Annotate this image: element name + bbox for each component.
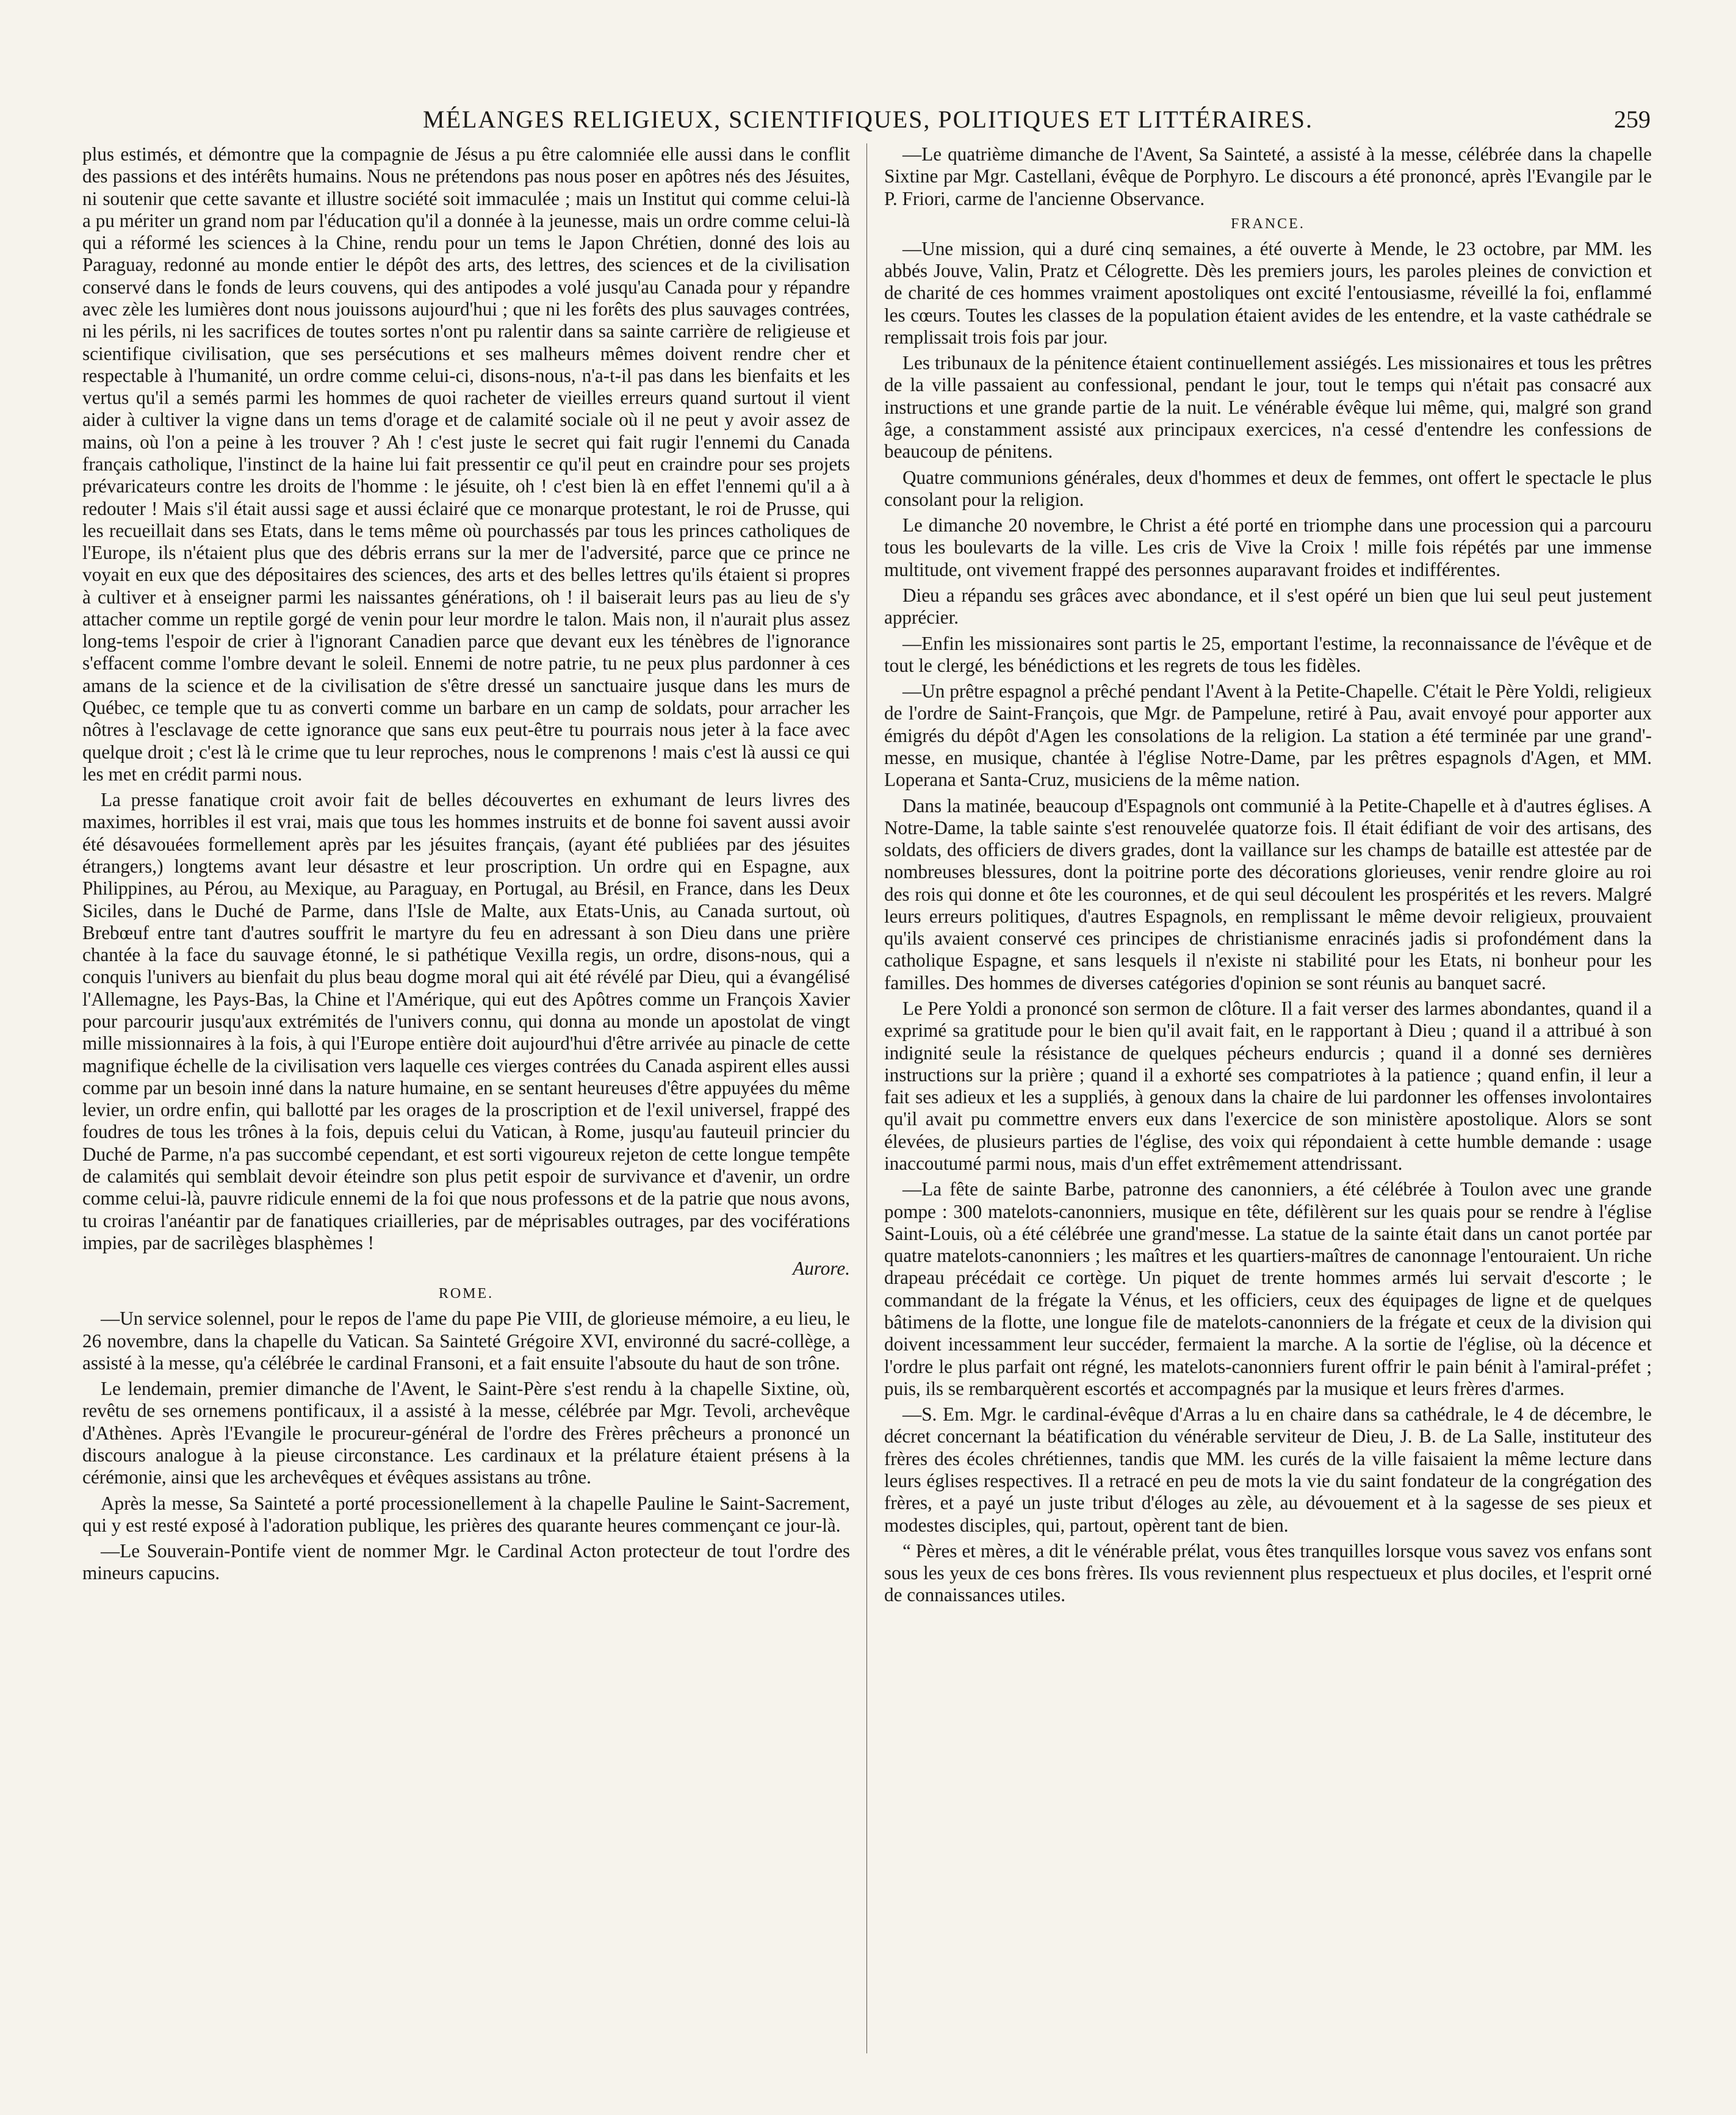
paragraph: Le dimanche 20 novembre, le Christ a été porté en triomphe dans une procession qui a parcouru tous les boulevarts de la ville. Les cris de Vive la Croix ! mille fois répétés par une immense multitude, ont vivement frappé des personnes auparavant froides et indifférentes. [884,514,1652,580]
paragraph: Les tribunaux de la pénitence étaient continuellement assiégés. Les missionaires et tous les prêtres de la ville passaient au confessional, pendant le jour, tout le temps qui n'était pas consacré aux instructions et une grande partie de la nuit. Le vénérable évêque lui même, qui, malgré son grand âge, a constamment assisté aux principaux exercices, n'a cessé d'entendre les confessions de beaucoup de pénitens. [884,352,1652,463]
paragraph: —Le quatrième dimanche de l'Avent, Sa Sainteté, a assisté à la messe, célébrée dans la chapelle Sixtine par Mgr. Castellani, évêque de Porphyro. Le discours a été prononcé, après l'Evangile par le P. Friori, carme de l'ancienne Observance. [884,143,1652,209]
signature: Aurore. [793,1258,850,1280]
paragraph: plus estimés, et démontre que la compagnie de Jésus a pu être calomniée elle aussi dans le conflit des passions et des intérêts humains. Nous ne prétendons pas nous poser en apôtres nés des Jésuites, ni soutenir que cette savante et illustre société soit immaculée ; mais un Institut qui comme celui-là a pu mériter un grand nom par l'éducation qu'il a donnée à la jeunesse, mais un ordre comme celui-là qui a réformé les sciences à la Chine, rendu pour un tems le Japon Chrétien, donné des lois au Paraguay, redonné au monde entier le dépôt des arts, des lettres, des sciences et de la civilisation conservé dans le fonds de leurs couvens, qui des antipodes a volé jusqu'au Canada pour y répandre avec zèle les lumières dont nous jouissons aujourd'hui ; que ni les forêts des plus sauvages contrées, ni les périls, ni les sacrifices de toutes sortes n'ont pu ralentir dans sa sainte carrière de religieuse et scientifique civilisation, que ses persécutions et ses malheurs mêmes doivent rendre cher et respectable à l'humanité, un ordre comme celui-ci, disons-nous, n'a-t-il pas dans les bienfaits et les vertus qu'il a semés parmi les hommes de quoi racheter de vieilles erreurs quand surtout il vient aider à cultiver la vigne dans un tems d'orage et de calamité sociale où il ne peut y avoir assez de mains, où l'on a peine à les trouver ? Ah ! c'est juste le secret qui fait rugir l'ennemi du Canada français catholique, l'instinct de la haine lui fait pressentir ce qu'il peut en craindre pour ses projets prévaricateurs contre les droits de l'homme : le jésuite, oh ! c'est bien là en effet l'ennemi qu'il a à redouter ! Mais s'il était aussi sage et aussi éclairé que ce monarque protestant, le roi de Prusse, qui les recueillait dans ses Etats, dans le tems même où pourchassés par tous les princes catholiques de l'Europe, ils n'étaient plus que des débris errans sur la mer de l'adversité, parce que ce prince ne voyait en eux que des dépositaires des sciences, des arts et des belles lettres qu'ils étaient si propres à cultiver et à enseigner parmi les naissantes générations, oh ! il baiserait leurs pas au lieu de s'y attacher comme un reptile gorgé de venin pour leur mordre le talon. Mais non, il n'aurait plus assez long-tems l'espoir de crier à l'ignorant Canadien parce que devant eux les ténèbres de l'ignorance s'effacent comme l'ombre devant le soleil. Ennemi de notre patrie, tu ne peux plus pardonner à ces amans de la science et de la civilisation de s'être dressé un sanctuaire jusque dans les murs de Québec, ce temple que tu as converti comme un barbare en un camp de soldats, pour arracher les nôtres à l'esclavage de cette ignorance que sans eux peut-être tu pourrais nous jeter à la face avec quelque droit ; c'est là le crime que tu leur reproches, nous le comprenons ! mais c'est là aussi ce qui les met en crédit parmi nous. [82,143,850,785]
left-column [82,143,850,2053]
paragraph: La presse fanatique croit avoir fait de belles découvertes en exhumant de leurs livres des maximes, horribles il est vrai, mais que tous les hommes instruits et de bonne foi savent aussi avoir été désavouées formellement après par les jésuites français, (ayant été publiées par des jésuites étrangers,) longtems avant leur désastre et leur proscription. Un ordre qui en Espagne, aux Philippines, au Pérou, au Mexique, au Paraguay, en Portugal, au Brésil, en France, dans les Deux Siciles, dans le Duché de Parme, dans l'Isle de Malte, aux Etats-Unis, au Canada surtout, où Brebœuf entre tant d'autres souffrit le martyre du feu en adressant à son Dieu dans une prière chantée à la face du sauvage étonné, le si pathétique Vexilla regis, un ordre, disons-nous, qui a conquis l'univers au bienfait du plus beau dogme moral qui ait été révélé par Dieu, qui a évangélisé l'Allemagne, les Pays-Bas, la Chine et l'Amérique, qui eut des Apôtres comme un François Xavier pour parcourir jusqu'aux extrémités de l'univers connu, qui donna au monde un apostolat de vingt mille missionnaires à la fois, à qui l'Europe entière doit aujourd'hui d'être arrivée au pinacle de cette magnifique échelle de la civilisation vers laquelle ces vierges contrées du Canada aspirent elles aussi comme par un besoin inné dans la nature humaine, en se sentant heureuses d'être appuyées du même levier, un ordre enfin, qui ballotté par les orages de la proscription et de l'exil universel, frappé des foudres de tous les trônes à la fois, depuis celui du Vatican, à Rome, jusqu'au fauteuil princier du Duché de Parme, n'a pas succombé cependant, et est sorti vigoureux rejeton de cette longue tempête de calamités qui semblait devoir éteindre son plus petit espoir de survivance et d'avenir, un ordre comme celui-là, pauvre ridicule ennemi de la foi que nous professons et de la patrie que nous avons, tu croiras l'anéantir par de fanatiques criailleries, par de méprisables outrages, par des vociférations impies, par de sacrilèges blasphèmes ! [82,789,850,1253]
paragraph: Dans la matinée, beaucoup d'Espagnols ont communié à la Petite-Chapelle et à d'autres églises. A Notre-Dame, la table sainte s'est renouvelée quatorze fois. Il était édifiant de voir des artisans, des soldats, des officiers de divers grades, dont la vaillance sur les champs de bataille est attestée par de nombreuses blessures, dont la poitrine porte des décorations glorieuses, venir rendre gloire au roi des rois qui donne et ôte les couronnes, et de qui seul découlent les prospérités et les revers. Malgré leurs erreurs politiques, d'autres Espagnols, en remplissant le même devoir religieux, prouvaient qu'ils avaient conservé ces principes de christianisme enracinés jadis si profondément dans la catholique Espagne, et sans lesquels il n'existe ni stabilité pour les Etats, ni bonheur pour les familles. Des hommes de diverses catégories d'opinion se sont réunis au banquet sacré. [884,794,1652,993]
paragraph: —Le Souverain-Pontife vient de nommer Mgr. le Cardinal Acton protecteur de tout l'ordre des mineurs capucins. [82,1540,850,1584]
running-title: MÉLANGES RELIGIEUX, SCIENTIFIQUES, POLITIQUES ET LITTÉRAIRES. [423,106,1313,133]
section-heading-rome: ROME. [438,1286,494,1302]
paragraph: Le lendemain, premier dimanche de l'Avent, le Saint-Père s'est rendu à la chapelle Sixtine, où, revêtu de ses ornemens pontificaux, il a assisté à la messe, célébrée par Mgr. Tevoli, archevêque d'Athènes. Après l'Evangile le procureur-général de l'ordre des Frères prêcheurs a prononcé un discours analogue à la pieuse circonstance. Les cardinaux et la prélature étaient présens à la cérémonie, ainsi que les archevêques et évêques assistans au trône. [82,1378,850,1488]
paragraph: Dieu a répandu ses grâces avec abondance, et il s'est opéré un bien que lui seul peut justement apprécier. [884,584,1652,629]
paragraph: —La fête de sainte Barbe, patronne des canonniers, a été célébrée à Toulon avec une grande pompe : 300 matelots-canonniers, musique en tête, défilèrent sur les quais pour se rendre à l'église Saint-Louis, où a été célébrée une grand'messe. La statue de la sainte était dans un canot portée par quatre matelots-canonniers ; les maîtres et les quartiers-maîtres de canonnage l'entouraient. Un riche drapeau précédait ce cortège. Un piquet de trente hommes armés lui servait d'escorte ; le commandant de la frégate la Vénus, et les officiers, ceux des équipages de ligne et de quelques bâtimens de la flotte, une longue file de matelots-canonniers de la frégate et ceux de la division qui doivent incessamment leur succéder, fermaient la marche. A la sortie de l'église, où la décence et l'ordre le plus parfait ont régné, les matelots-canonniers furent offrir le pain bénit à l'amiral-préfet ; puis, ils se rembarquèrent escortés et accompagnés par la musique et leurs frères d'armes. [884,1178,1652,1399]
article-columns [82,143,1654,2053]
paragraph: Quatre communions générales, deux d'hommes et deux de femmes, ont offert le spectacle le plus consolant pour la religion. [884,466,1652,510]
right-column [884,143,1652,2053]
paragraph: —Enfin les missionaires sont partis le 25, emportant l'estime, la reconnaissance de l'évêque et de tout le clergé, les bénédictions et les regrets de tous les fidèles. [884,632,1652,676]
paragraph: —Une mission, qui a duré cinq semaines, a été ouverte à Mende, le 23 octobre, par MM. les abbés Jouve, Valin, Pratz et Célogrette. Dès les premiers jours, les paroles pleines de conviction et de charité de ces hommes vraiment apostoliques ont excité l'entousiasme, réveillé la foi, enflammé les cœurs. Toutes les classes de la population étaient avides de les entendre, et la vaste cathédrale se remplissait trois fois par jour. [884,237,1652,348]
running-head [85,105,1651,135]
paragraph: Le Pere Yoldi a prononcé son sermon de clôture. Il a fait verser des larmes abondantes, quand il a exprimé sa gratitude pour le bien qu'il avait fait, en le rapportant à Dieu ; quand il a attribué à son indignité seule la résistance de quelques pécheurs endurcis ; quand il a donné ses dernières instructions sur la prière ; quand il a exhorté ses compatriotes à la patience ; quand enfin, il leur a fait ses adieux et les a suppliés, à genoux dans la chaire de lui pardonner les offenses involontaires qu'il avait pu commettre envers eux dans l'exercice de son ministère apostolique. Alors se sont élevées, de plusieurs parties de l'église, des voix qui répondaient à cette humble demande : usage inaccoutumé parmi nous, mais d'un effet extrêmement attendrissant. [884,998,1652,1174]
signature-line [82,1258,850,1280]
paragraph: —S. Em. Mgr. le cardinal-évêque d'Arras a lu en chaire dans sa cathédrale, le 4 de décembre, le décret concernant la béatification du vénérable serviteur de Dieu, J. B. de La Salle, instituteur des frères des écoles chrétiennes, tandis que MM. les curés de la ville faisaient la même lecture dans leurs églises respectives. Il a retracé en peu de mots la vie du saint fondateur de la congrégation des frères, et a payé un juste tribut d'éloges au zèle, au dévouement et à la sagesse de ses pieux et modestes disciples, qui, partout, opèrent tant de bien. [884,1403,1652,1536]
section-heading-france: FRANCE. [1231,215,1305,232]
paragraph: —Un prêtre espagnol a prêché pendant l'Avent à la Petite-Chapelle. C'était le Père Yoldi, religieux de l'ordre de Saint-François, que Mgr. de Pampelune, retiré à Pau, avait envoyé pour apporter aux émigrés du dépôt d'Agen les consolations de la religion. La station a été terminée par une grand'-messe, en musique, chantée à l'église Notre-Dame, par les prêtres espagnols d'Agen, et MM. Loperana et Santa-Cruz, musiciens de la même nation. [884,680,1652,791]
page-number: 259 [1614,106,1651,133]
paragraph: —Un service solennel, pour le repos de l'ame du pape Pie VIII, de glorieuse mémoire, a eu lieu, le 26 novembre, dans la chapelle du Vatican. Sa Sainteté Grégoire XVI, environné du sacré-collège, a assisté à la messe, qu'a célébrée le cardinal Fransoni, et a fait ensuite l'absoute du haut de son trône. [82,1308,850,1374]
paragraph: “ Pères et mères, a dit le vénérable prélat, vous êtes tranquilles lorsque vous savez vos enfans sont sous les yeux de ces bons frères. Ils vous reviennent plus respectueux et plus dociles, et l'esprit orné de connaissances utiles. [884,1540,1652,1606]
paragraph: Après la messe, Sa Sainteté a porté processionellement à la chapelle Pauline le Saint-Sacrement, qui y est resté exposé à l'adoration publique, les prières des quarante heures commençant ce jour-là. [82,1492,850,1536]
